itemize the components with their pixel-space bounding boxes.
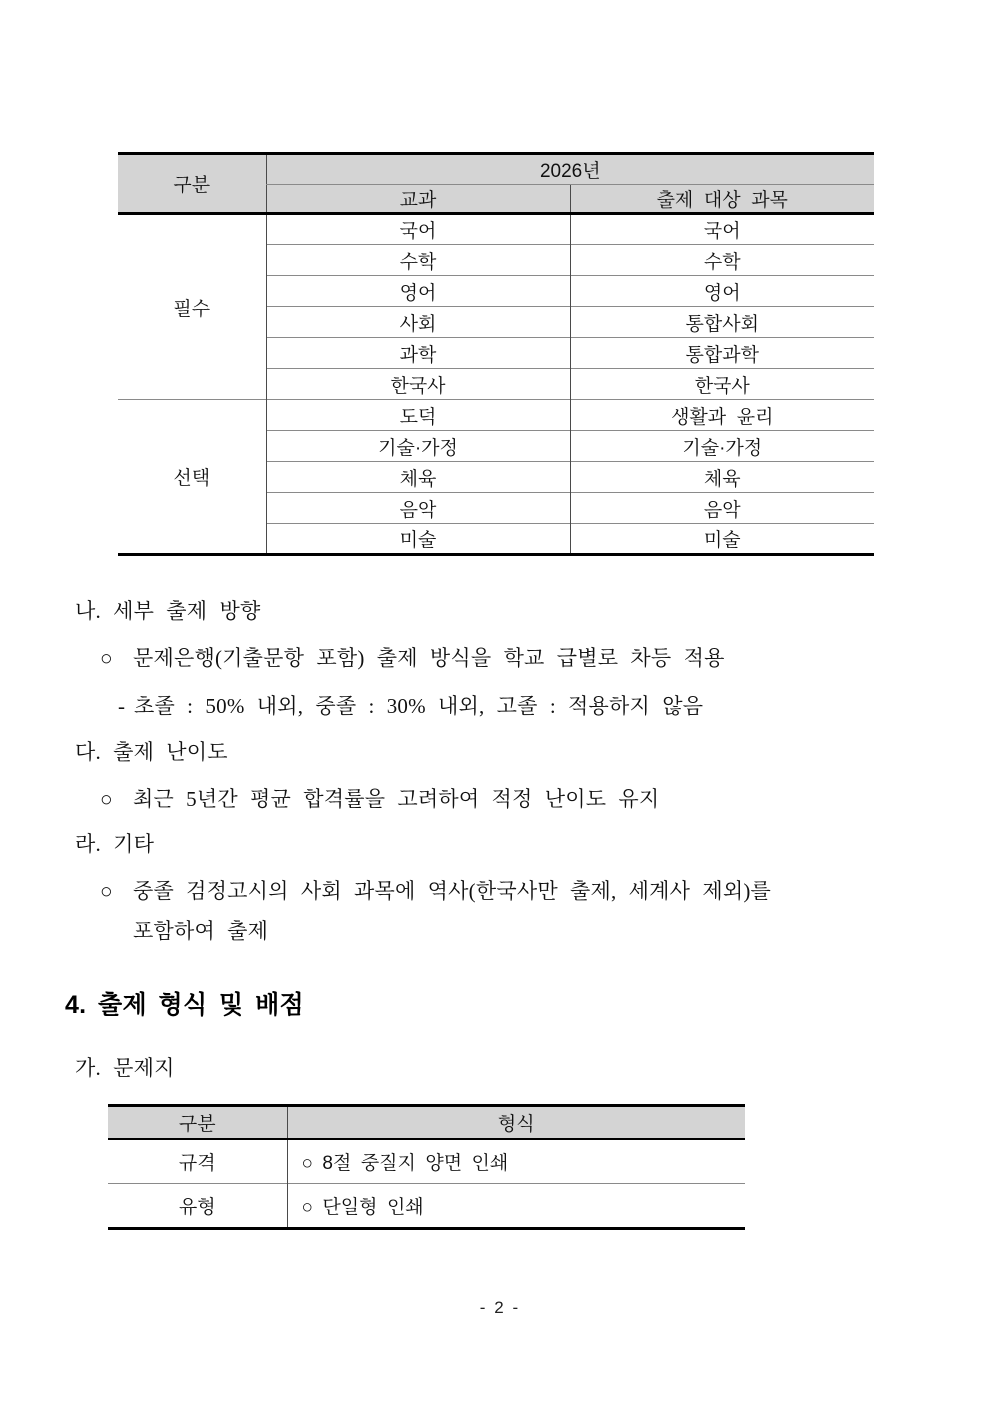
subject-cell: 영어 — [266, 276, 570, 307]
dash-bullet: - — [118, 694, 126, 718]
bullet-item-ra — [100, 878, 905, 945]
header-cell-format: 형식 — [287, 1106, 745, 1139]
target-cell: 체육 — [570, 462, 874, 493]
target-cell: 수학 — [570, 245, 874, 276]
table-row — [108, 1184, 745, 1229]
bullet-text — [133, 878, 771, 945]
bullet-text: 문제은행(기출문항 포함) 출제 방식을 학교 급별로 차등 적용 — [133, 646, 725, 670]
subjects-table-header — [118, 154, 874, 214]
bullet-item-da — [100, 786, 659, 812]
dash-text: 초졸 : 50% 내외, 중졸 : 30% 내외, 고졸 : 적용하지 않음 — [134, 694, 704, 718]
heading-da: 다. 출제 난이도 — [75, 740, 228, 764]
section4-heading: 4. 출제 형식 및 배점 — [65, 991, 304, 1019]
target-cell: 기술·가정 — [570, 431, 874, 462]
subjects-table-body — [118, 214, 874, 555]
subject-cell: 음악 — [266, 493, 570, 524]
subject-cell: 국어 — [266, 214, 570, 245]
target-cell: 통합사회 — [570, 307, 874, 338]
subject-cell: 한국사 — [266, 369, 570, 400]
bullet-text-line2: 포함하여 출제 — [133, 919, 269, 944]
heading-ga: 가. 문제지 — [75, 1056, 175, 1080]
table-row — [108, 1139, 745, 1184]
subject-cell: 과학 — [266, 338, 570, 369]
target-cell: 통합과학 — [570, 338, 874, 369]
table-row — [118, 400, 874, 431]
group-label-cell: 필수 — [118, 214, 266, 400]
row-value-cell: ○ 8절 중질지 양면 인쇄 — [287, 1139, 745, 1184]
target-cell: 음악 — [570, 493, 874, 524]
target-cell: 미술 — [570, 524, 874, 555]
format-table-body — [108, 1139, 745, 1229]
page-number: - 2 - — [479, 1298, 521, 1317]
subject-cell: 도덕 — [266, 400, 570, 431]
subject-cell: 사회 — [266, 307, 570, 338]
subjects-table — [118, 152, 874, 556]
row-value-cell: ○ 단일형 인쇄 — [287, 1184, 745, 1229]
target-cell: 국어 — [570, 214, 874, 245]
subject-cell: 기술·가정 — [266, 431, 570, 462]
circle-bullet: ○ — [100, 879, 113, 903]
subject-cell: 수학 — [266, 245, 570, 276]
dash-item-na — [118, 693, 703, 719]
bullet-text: 최근 5년간 평균 합격률을 고려하여 적정 난이도 유지 — [133, 787, 660, 811]
row-label-cell: 규격 — [108, 1139, 287, 1184]
table-row — [118, 214, 874, 245]
header-cell-gubun: 구분 — [118, 154, 266, 214]
heading-na: 나. 세부 출제 방향 — [75, 599, 261, 623]
target-cell: 생활과 윤리 — [570, 400, 874, 431]
row-label-cell: 유형 — [108, 1184, 287, 1229]
bullet-item-na — [100, 645, 725, 671]
circle-bullet: ○ — [100, 646, 113, 670]
header-cell-subject: 교과 — [266, 185, 570, 214]
format-table — [108, 1104, 745, 1230]
target-cell: 영어 — [570, 276, 874, 307]
format-table-header — [108, 1106, 745, 1139]
subject-cell: 체육 — [266, 462, 570, 493]
group-label-cell: 선택 — [118, 400, 266, 555]
target-cell: 한국사 — [570, 369, 874, 400]
header-cell-year: 2026년 — [266, 154, 874, 185]
bullet-text-line1: 중졸 검정고시의 사회 과목에 역사(한국사만 출제, 세계사 제외)를 — [133, 879, 772, 903]
header-cell-gubun: 구분 — [108, 1106, 287, 1139]
header-cell-target: 출제 대상 과목 — [570, 185, 874, 214]
heading-ra: 라. 기타 — [75, 832, 155, 856]
circle-bullet: ○ — [100, 787, 113, 811]
subject-cell: 미술 — [266, 524, 570, 555]
